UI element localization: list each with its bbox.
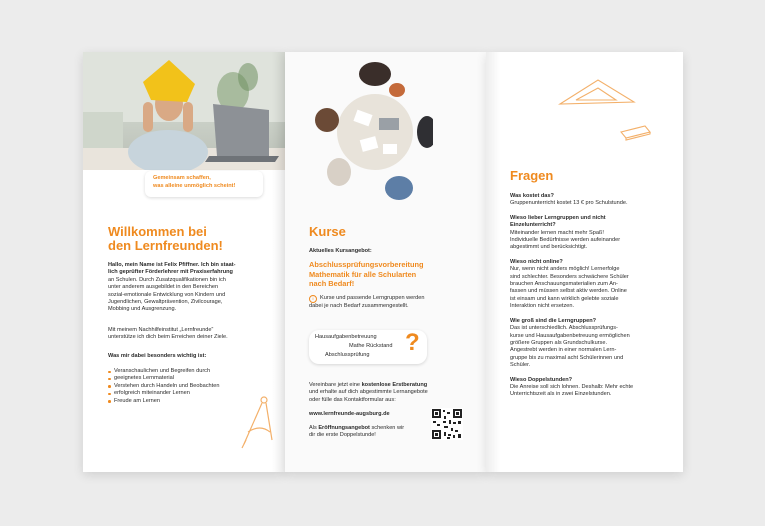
opening-bold: Eröffnungsangebot: [318, 425, 370, 431]
faq-question: Wie groß sind die Lerngruppen?: [510, 317, 597, 324]
faq-question: Was kostet das?: [510, 193, 554, 199]
contact-line: oder fülle das Kontaktformular aus:: [309, 396, 396, 403]
faq-answer: größere Gruppen als Grundschulkurse.: [510, 339, 608, 346]
list-item: Freude am Lernen: [108, 398, 258, 405]
intro-line: Mobbing und Ausgrenzung.: [108, 306, 177, 313]
faq-answer: Nur, wenn nicht anders möglich! Lernerfolge: [510, 266, 620, 273]
faq-answer: brauchen Anschauungsmaterialien zum An-: [510, 281, 618, 288]
faq-answer: Schüler.: [510, 362, 531, 369]
intro-line: Jugendlichen, Gewaltprävention, Zivilcourage,: [108, 299, 223, 306]
service-item: Hausaufgabenbetreuung: [315, 334, 377, 340]
faq-question: Wieso nicht online?: [510, 258, 563, 265]
quote-bubble: [145, 171, 263, 197]
faq-question: Wieso Doppelstunden?: [510, 376, 573, 383]
offer-line: Mathematik für alle Schularten: [309, 269, 417, 279]
contact-line: und erhalte auf dich abgestimmte Lernangebote: [309, 389, 428, 396]
faq-answer: Individuelle Bedürfnisse werden aufeinander: [510, 237, 621, 244]
question-mark-icon: ?: [405, 329, 420, 356]
faq-answer: Interaktion nicht ersetzen.: [510, 303, 575, 310]
info-icon: i: [309, 295, 317, 303]
list-item: geeignetes Lernmaterial: [108, 375, 258, 382]
faq-item: [510, 377, 680, 399]
panel-courses: [285, 52, 486, 472]
student-photo: [83, 52, 285, 170]
panel-faq: [486, 52, 683, 472]
contact-pre: Vereinbare jetzt eine: [309, 382, 362, 388]
important-list: [108, 368, 258, 405]
faq-list: [510, 193, 680, 399]
intro-line: lich geprüfter Förderlehrer mit Praxiserfahrung: [108, 269, 233, 276]
compass-icon: [238, 392, 278, 452]
list-item: Verstehen durch Handeln und Beobachten: [108, 383, 258, 390]
intro-line: unter anderem ausgebildet in den Bereichen: [108, 284, 219, 291]
faq-answer: Gruppenunterricht kostet 13 € pro Schulstunde.: [510, 200, 628, 207]
faq-item: [510, 259, 680, 311]
institute-text: [108, 327, 280, 342]
faq-answer: fassen und müssen selbst aktiv werden. Online: [510, 288, 627, 295]
faq-answer: abgestimmt und berücksichtigt.: [510, 244, 588, 251]
qr-code[interactable]: [431, 408, 463, 440]
offer-text: [309, 260, 424, 289]
info-line: dabei je nach Bedarf zusammengestellt.: [309, 303, 409, 309]
important-heading: Was mir dabei besonders wichtig ist:: [108, 353, 207, 359]
offer-line: Abschlussprüfungsvorbereitung: [309, 260, 424, 269]
info-line: Kurse und passende Lerngruppen werden: [320, 295, 425, 301]
eraser-icon: [618, 122, 654, 142]
panel-welcome: [83, 52, 285, 472]
faq-answer: Angestrebt werden in einer normalen Lern-: [510, 347, 617, 354]
institute-line: unterstütze ich dich beim Erreichen deiner Ziele.: [108, 334, 228, 341]
faq-item: [510, 215, 680, 252]
list-item: erfolgreich miteinander Lernen: [108, 390, 258, 397]
student-photo-illustration: [83, 52, 285, 170]
faq-answer: ist einsam und kann wirklich gelebte soziale: [510, 295, 619, 302]
students-table-photo: [303, 60, 433, 210]
intro-text: [108, 262, 280, 314]
list-item: Veranschaulichen und Begreifen durch: [108, 368, 258, 375]
opening-line: dir die erste Doppelstunde!: [309, 432, 376, 439]
welcome-title-line-2: den Lernfreunden!: [108, 238, 223, 253]
opening-post: schenken wir: [369, 425, 405, 431]
faq-answer: sind schlechter. Besonders schwächere Schüler: [510, 273, 629, 280]
intro-line: Hallo, mein Name ist Felix Pfiffner. Ich bin staat-: [108, 262, 236, 268]
contact-bold: kostenlose Erstberatung: [361, 382, 428, 388]
service-item: Mathe Rückstand: [349, 343, 393, 349]
faq-question: Wieso lieber Lerngruppen und nicht: [510, 214, 606, 221]
current-offer-label: Aktuelles Kursangebot:: [309, 248, 372, 254]
quote-line-2: was alleine unmöglich scheint!: [153, 183, 236, 189]
faq-answer: kurse und Hausaufgabenbetreuung ermöglichen: [510, 332, 630, 339]
welcome-title-line-1: Willkommen bei: [108, 224, 207, 239]
quote-line-1: Gemeinsam schaffen,: [153, 175, 211, 181]
opening-pre: Als: [309, 425, 319, 431]
intro-line: sozial-emotionale Entwicklung von Kindern und: [108, 291, 226, 298]
website-link[interactable]: www.lernfreunde-augsburg.de: [309, 411, 390, 417]
faq-title: Fragen: [510, 168, 554, 183]
opening-offer-text: [309, 425, 449, 440]
contact-text: [309, 382, 481, 404]
offer-line: nach Bedarf!: [309, 279, 355, 289]
intro-line: an Schulen. Durch Zusatzqualifikationen bin ich: [108, 276, 226, 283]
faq-answer: Unterrichtszeit als in zwei Einzelstunden.: [510, 391, 612, 398]
triangle-ruler-icon: [558, 78, 638, 114]
faq-answer: Das ist unterschiedlich. Abschlussprüfungs-: [510, 325, 618, 332]
faq-item: [510, 193, 680, 208]
faq-question: Einzelunterricht?: [510, 222, 556, 229]
faq-item: [510, 318, 680, 370]
info-text: [309, 295, 479, 310]
institute-line: Mit meinem Nachhilfeinstitut „Lernfreunde“: [108, 327, 214, 333]
service-item: Abschlussprüfung: [325, 352, 370, 358]
courses-title: Kurse: [309, 224, 346, 239]
faq-answer: gruppe bis zu maximal acht Schülerinnen und: [510, 354, 624, 361]
faq-answer: Miteinander lernen macht mehr Spaß!: [510, 229, 604, 236]
faq-answer: Die Anreise soll sich lohnen. Deshalb: Mehr echte: [510, 383, 634, 390]
